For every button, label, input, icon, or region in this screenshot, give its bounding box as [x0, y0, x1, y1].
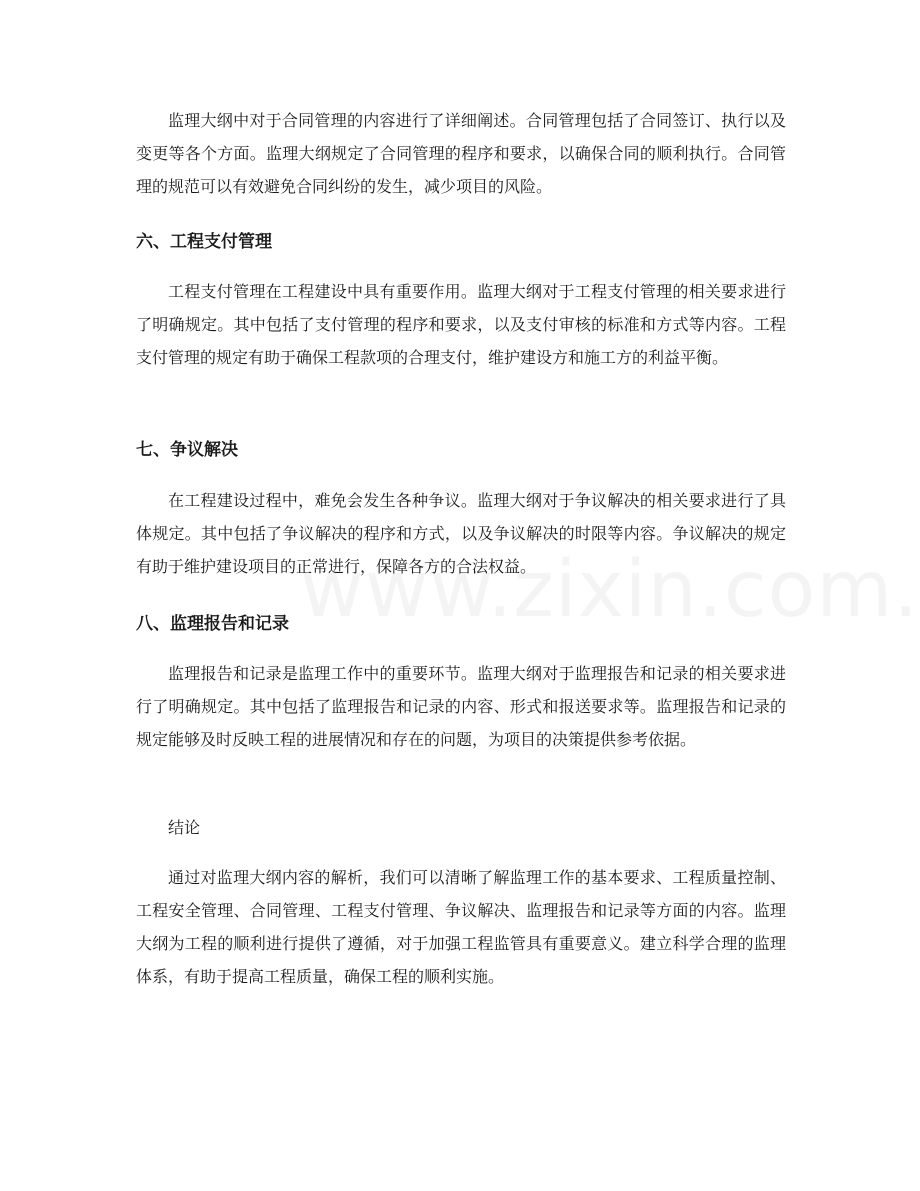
- payment-management-paragraph: 工程支付管理在工程建设中具有重要作用。监理大纲对于工程支付管理的相关要求进行了明确规定。其中包括了支付管理的程序和要求，以及支付审核的标准和方式等内容。工程支付管理的规定有助于确保工程款项的合理支付，维护建设方和施工方的利益平衡。: [136, 282, 786, 367]
- contract-management-paragraph: 监理大纲中对于合同管理的内容进行了详细阐述。合同管理包括了合同签订、执行以及变更等各个方面。监理大纲规定了合同管理的程序和要求，以确保合同的顺利执行。合同管理的规范可以有效避免合同纠纷的发生，减少项目的风险。: [136, 111, 786, 196]
- conclusion-label: 结论: [168, 818, 201, 837]
- section-heading-payment: 六、工程支付管理: [136, 232, 272, 252]
- section-heading-reports: 八、监理报告和记录: [136, 614, 289, 634]
- reports-records-paragraph: 监理报告和记录是监理工作中的重要环节。监理大纲对于监理报告和记录的相关要求进行了明确规定。其中包括了监理报告和记录的内容、形式和报送要求等。监理报告和记录的规定能够及时反映工程的进展情况和存在的问题，为项目的决策提供参考依据。: [136, 664, 786, 749]
- section-heading-disputes: 七、争议解决: [136, 440, 238, 460]
- dispute-resolution-paragraph: 在工程建设过程中，难免会发生各种争议。监理大纲对于争议解决的相关要求进行了具体规定。其中包括了争议解决的程序和方式，以及争议解决的时限等内容。争议解决的规定有助于维护建设项目的正常进行，保障各方的合法权益。: [136, 491, 786, 576]
- conclusion-paragraph: 通过对监理大纲内容的解析，我们可以清晰了解监理工作的基本要求、工程质量控制、工程安全管理、合同管理、工程支付管理、争议解决、监理报告和记录等方面的内容。监理大纲为工程的顺利进行提供了遵循，对于加强工程监管具有重要意义。建立科学合理的监理体系，有助于提高工程质量，确保工程的顺利实施。: [136, 868, 786, 986]
